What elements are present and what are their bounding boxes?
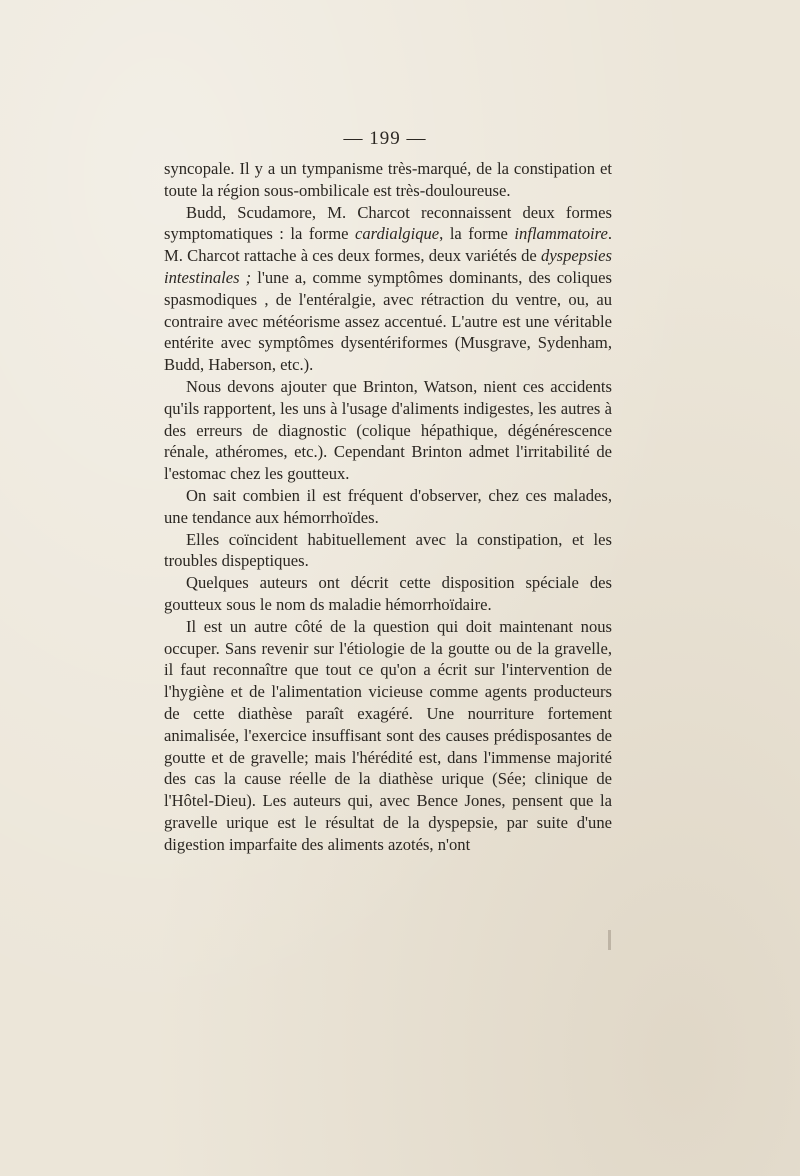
text-run: Nous devons ajouter que Brinton, Watson, nient ces accidents qu'ils rapportent, les uns à l'usage d'aliments indigestes, les autres à des erreurs de diagnostic (colique hépathique, dégénérescence rénale, athéromes, etc.). Cependant Brinton admet l'irritabilité de l'estomac chez les goutteux.	[164, 376, 612, 484]
text-run: . M. Charcot rattache à ces deux formes, deux variétés de	[164, 224, 612, 266]
italic-text: cardialgique	[354, 224, 440, 244]
text-run: Budd, Scudamore, M. Charcot reconnaissent deux formes symptomatiques : la forme	[164, 202, 612, 244]
italic-text: inflammatoire	[514, 224, 608, 244]
text-run: On sait combien il est fréquent d'observer, chez ces malades, une tendance aux hémorrhoïdes.	[164, 485, 612, 527]
page-number: — 199 —	[343, 128, 427, 149]
text-body	[164, 158, 612, 856]
text-run: syncopale. Il y a un tympanisme très-marqué, de la constipation et toute la région sous-ombilicale est très-douloureuse.	[164, 159, 612, 200]
text-run: Quelques auteurs ont décrit cette disposition spéciale des goutteux sous le nom ds maladie hémorrhoïdaire.	[164, 573, 612, 614]
paragraph	[164, 572, 612, 616]
text-run: l'une a, comme symptômes dominants, des coliques spasmodiques , de l'entéralgie, avec rétraction du ventre, ou, au contraire avec météorisme assez accentué. L'autre est une véritable entérite avec symptômes dysentériformes (Musgrave, Sydenham, Budd, Haberson, etc.).	[164, 267, 612, 375]
italic-text: dyspepsies intestinales ;	[164, 246, 612, 287]
text-run: Il est un autre côté de la question qui doit maintenant nous occuper. Sans revenir sur l'étiologie de la goutte ou de la gravelle, il faut reconnaître que tout ce qu'on a écrit sur l'intervention de l'hygiène et de l'alimentation vicieuse comme agents producteurs de cette diathèse paraît exagéré. Une nourriture fortement animalisée, l'exercice insuffisant sont des causes prédisposantes de goutte et de gravelle; mais l'hérédité est, dans l'immense majorité des cas la cause réelle de la diathèse urique (Sée; clinique de l'Hôtel-Dieu). Les auteurs qui, avec Bence Jones, pensent que la gravelle urique est le résultat de la dyspepsie, par suite d'une digestion imparfaite des aliments azotés, n'ont	[164, 616, 612, 854]
text-run: Elles coïncident habituellement avec la constipation, et les troubles dispeptiques.	[164, 529, 612, 571]
paragraph	[164, 485, 612, 529]
paragraph	[164, 158, 612, 202]
paragraph	[164, 616, 612, 856]
margin-mark	[608, 930, 611, 950]
text-run: , la forme	[439, 224, 515, 244]
paragraph	[164, 202, 612, 376]
paragraph	[164, 529, 612, 573]
paragraph	[164, 376, 612, 485]
